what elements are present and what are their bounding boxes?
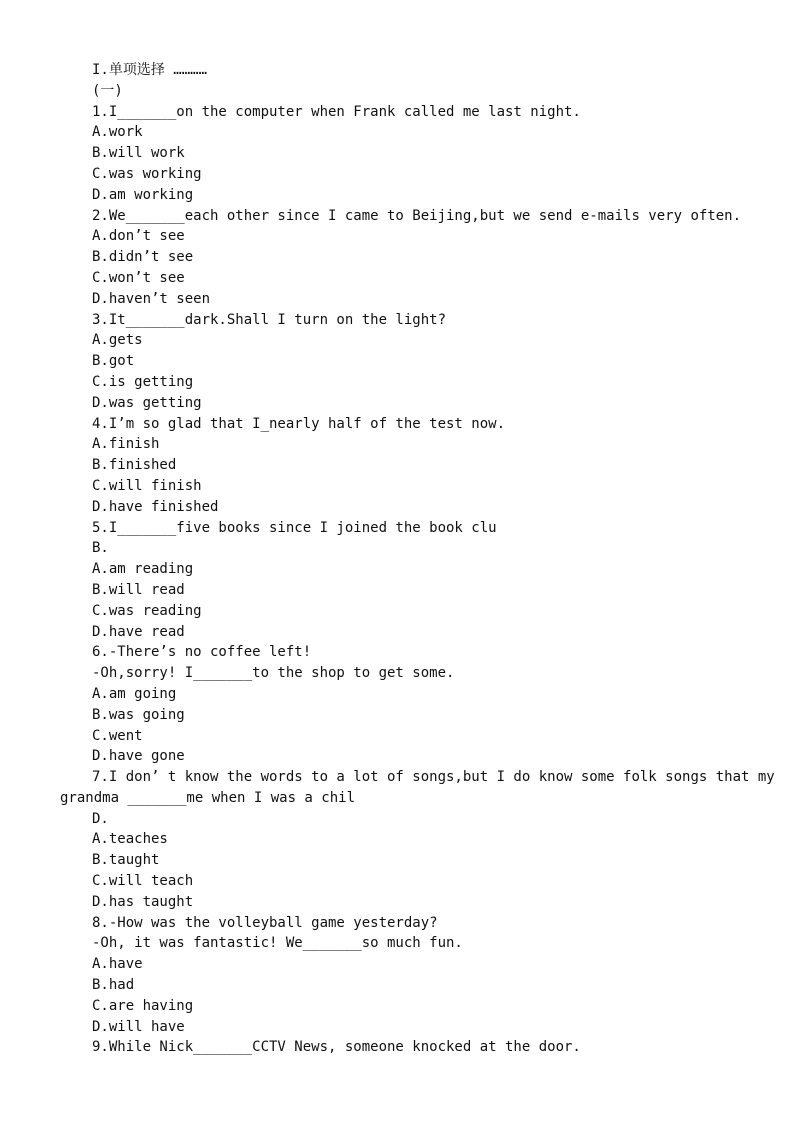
option: A.finish bbox=[92, 436, 160, 453]
question-stem: 2.We_______each other since I came to Beijing,but we send e-mails very often. bbox=[92, 207, 742, 224]
option: B.was going bbox=[92, 706, 185, 723]
option: B.had bbox=[92, 977, 135, 994]
option: C.won’t see bbox=[92, 269, 185, 286]
option: C.was reading bbox=[92, 602, 202, 619]
section-title: I.单项选择 ………… bbox=[92, 62, 208, 78]
question-stem: 7.I don’ t know the words to a lot of songs,but I do know some folk songs that my bbox=[92, 769, 775, 786]
option: A.have bbox=[92, 956, 143, 973]
question-stem: 4.I’m so glad that I_nearly half of the test now. bbox=[92, 415, 506, 432]
question-stem: 8.-How was the volleyball game yesterday? bbox=[92, 914, 438, 931]
option: D.has taught bbox=[92, 893, 194, 910]
option: B.will read bbox=[92, 581, 185, 598]
option: D.have read bbox=[92, 623, 185, 640]
option: C.is getting bbox=[92, 373, 194, 390]
option: C.are having bbox=[92, 997, 194, 1014]
question-stem-continuation: D. bbox=[92, 810, 109, 827]
question-stem: 6.-There’s no coffee left! bbox=[92, 644, 312, 661]
option: C.will teach bbox=[92, 873, 194, 890]
option: D.was getting bbox=[92, 394, 202, 411]
option: B.taught bbox=[92, 852, 160, 869]
option: A.am reading bbox=[92, 561, 194, 578]
option: C.went bbox=[92, 727, 143, 744]
question-stem-line2: grandma _______me when I was a chil bbox=[60, 789, 356, 806]
option: C.was working bbox=[92, 165, 202, 182]
question-stem: 1.I_______on the computer when Frank called me last night. bbox=[92, 103, 581, 120]
option: D.have finished bbox=[92, 498, 219, 515]
sub-title: (一) bbox=[92, 82, 123, 99]
option: D.am working bbox=[92, 186, 194, 203]
option: D.haven’t seen bbox=[92, 290, 211, 307]
option: A.work bbox=[92, 124, 143, 141]
option: B.got bbox=[92, 353, 135, 370]
question-stem-line2: -Oh, it was fantastic! We_______so much fun. bbox=[92, 935, 463, 952]
option: A.don’t see bbox=[92, 228, 185, 245]
option: A.am going bbox=[92, 685, 177, 702]
option: B.didn’t see bbox=[92, 249, 194, 266]
question-stem: 9.While Nick_______CCTV News, someone knocked at the door. bbox=[92, 1039, 581, 1056]
question-stem: 3.It_______dark.Shall I turn on the light? bbox=[92, 311, 447, 328]
question-stem-line2: -Oh,sorry! I_______to the shop to get some. bbox=[92, 665, 455, 682]
option: A.gets bbox=[92, 332, 143, 349]
option: B.finished bbox=[92, 457, 177, 474]
option: C.will finish bbox=[92, 477, 202, 494]
option: D.will have bbox=[92, 1018, 185, 1035]
question-stem: 5.I_______five books since I joined the book clu bbox=[92, 519, 497, 536]
option: D.have gone bbox=[92, 748, 185, 765]
option: A.teaches bbox=[92, 831, 168, 848]
question-stem-continuation: B. bbox=[92, 540, 109, 557]
option: B.will work bbox=[92, 145, 185, 162]
